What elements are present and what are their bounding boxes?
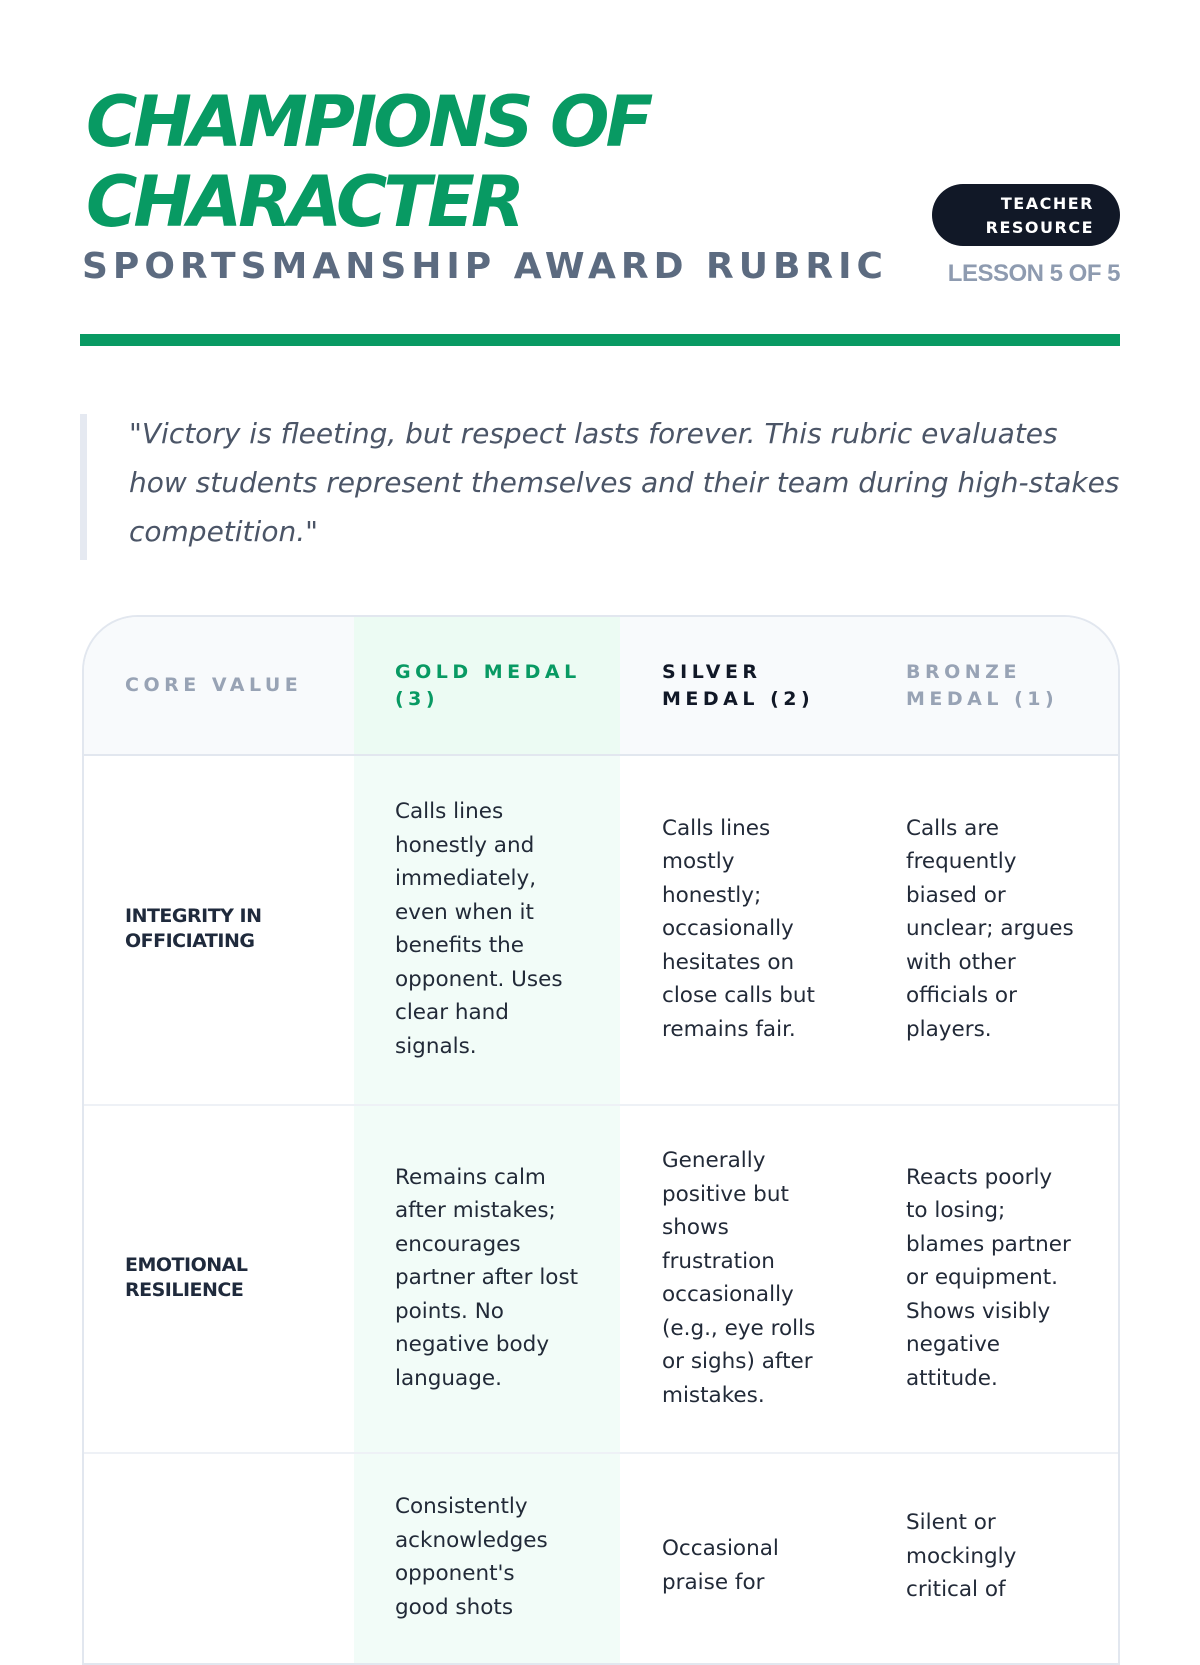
bronze-criteria-line: Reacts poorly bbox=[906, 1164, 1053, 1190]
bronze-criteria-line: Silent or bbox=[906, 1510, 996, 1535]
table-row bbox=[84, 754, 1118, 1106]
header-core-value bbox=[125, 617, 345, 754]
bronze-criteria-line: officials or bbox=[906, 983, 1017, 1009]
page-title bbox=[86, 82, 846, 242]
bronze-criteria-line: attitude. bbox=[906, 1365, 998, 1391]
silver-criteria-cell bbox=[662, 1452, 862, 1665]
gold-criteria-cell bbox=[395, 754, 591, 1104]
silver-criteria-cell bbox=[662, 1104, 862, 1452]
silver-criteria-line: hesitates on bbox=[662, 949, 795, 975]
bronze-criteria-cell bbox=[906, 1104, 1102, 1452]
silver-criteria-line: Calls lines bbox=[662, 815, 771, 841]
gold-criteria-line: good shots bbox=[395, 1594, 514, 1620]
silver-criteria-line: shows bbox=[662, 1215, 729, 1240]
gold-criteria-line: benefits the bbox=[395, 933, 525, 958]
silver-criteria-line: mostly bbox=[662, 849, 735, 875]
bronze-criteria-line: unclear; argues bbox=[906, 916, 1074, 942]
header-divider bbox=[80, 334, 1120, 346]
header-bronze-line-1: BRONZE bbox=[906, 660, 1021, 683]
header-core-value-line-1: CORE VALUE bbox=[125, 674, 303, 696]
header-silver-line-1: SILVER bbox=[662, 660, 762, 683]
gold-criteria-line: opponent's bbox=[395, 1561, 515, 1586]
bronze-criteria-line: players. bbox=[906, 1016, 992, 1042]
table-header-row bbox=[84, 617, 1118, 756]
bronze-criteria-line: Shows visibly bbox=[906, 1298, 1051, 1324]
page-subtitle: SPORTSMANSHIP AWARD RUBRIC bbox=[82, 246, 888, 287]
bronze-criteria-cell bbox=[906, 754, 1102, 1104]
header-silver-line-2: MEDAL (2) bbox=[662, 687, 815, 710]
silver-criteria-line: or sighs) after bbox=[662, 1349, 813, 1374]
bronze-criteria-cell bbox=[906, 1452, 1102, 1665]
header-bronze-medal bbox=[906, 617, 1106, 754]
gold-criteria-line: after mistakes; bbox=[395, 1198, 556, 1224]
core-value-cell bbox=[125, 754, 325, 1104]
silver-criteria-cell bbox=[662, 754, 862, 1104]
badge-line-1: TEACHER bbox=[1000, 194, 1094, 213]
gold-criteria-line: clear hand bbox=[395, 1000, 509, 1025]
gold-criteria-line: encourages bbox=[395, 1231, 521, 1257]
silver-criteria-line: Occasional bbox=[662, 1536, 779, 1561]
badge-line-2: RESOURCE bbox=[985, 218, 1094, 237]
gold-criteria-line: language. bbox=[395, 1365, 502, 1391]
silver-criteria-line: close calls but bbox=[662, 983, 815, 1009]
silver-criteria-line: occasionally bbox=[662, 916, 794, 942]
silver-criteria-line: praise for bbox=[662, 1569, 765, 1595]
quote-text: "Victory is fleeting, but respect lasts forever. This rubric evaluates how students represent themselves and their team during high-stakes competition." bbox=[129, 417, 1120, 548]
bronze-criteria-line: biased or bbox=[906, 882, 1006, 908]
header-gold-line-1: GOLD MEDAL bbox=[395, 660, 581, 683]
gold-criteria-line: signals. bbox=[395, 1033, 477, 1059]
rubric-table bbox=[82, 615, 1120, 1665]
bronze-criteria-line: critical of bbox=[906, 1577, 1006, 1602]
silver-criteria-line: frustration bbox=[662, 1248, 775, 1274]
bronze-criteria-line: mockingly bbox=[906, 1543, 1017, 1569]
gold-criteria-cell bbox=[395, 1104, 591, 1452]
core-value-cell bbox=[125, 1452, 325, 1665]
silver-criteria-line: Generally bbox=[662, 1148, 766, 1173]
core-value-cell bbox=[125, 1104, 325, 1452]
gold-criteria-line: Calls lines bbox=[395, 799, 504, 824]
teacher-resource-badge bbox=[932, 184, 1120, 246]
gold-criteria-line: points. No bbox=[395, 1298, 504, 1324]
gold-criteria-cell bbox=[395, 1452, 591, 1665]
core-value-line: EMOTIONAL bbox=[125, 1254, 248, 1276]
gold-criteria-line: opponent. Uses bbox=[395, 966, 563, 992]
silver-criteria-line: positive but bbox=[662, 1181, 789, 1207]
gold-criteria-line: acknowledges bbox=[395, 1527, 548, 1553]
gold-criteria-line: Remains calm bbox=[395, 1164, 546, 1190]
gold-criteria-line: honestly and bbox=[395, 832, 535, 858]
title-line-1: CHAMPIONS OF bbox=[86, 81, 650, 163]
header-silver-medal bbox=[662, 617, 862, 754]
core-value-line: OFFICIATING bbox=[125, 930, 255, 952]
intro-quote bbox=[80, 414, 1120, 560]
silver-criteria-line: remains fair. bbox=[662, 1016, 796, 1042]
bronze-criteria-line: or equipment. bbox=[906, 1265, 1059, 1291]
bronze-criteria-line: Calls are bbox=[906, 815, 999, 841]
gold-criteria-line: even when it bbox=[395, 899, 534, 925]
lesson-indicator: LESSON 5 OF 5 bbox=[947, 260, 1120, 287]
silver-criteria-line: (e.g., eye rolls bbox=[662, 1315, 816, 1341]
bronze-criteria-line: to losing; bbox=[906, 1198, 1006, 1224]
bronze-criteria-line: negative bbox=[906, 1332, 1001, 1358]
silver-criteria-line: honestly; bbox=[662, 882, 762, 908]
header-gold-line-2: (3) bbox=[395, 687, 440, 710]
bronze-criteria-line: blames partner bbox=[906, 1231, 1071, 1257]
title-line-2: CHARACTER bbox=[86, 161, 521, 243]
header-gold-medal bbox=[395, 617, 595, 754]
table-row bbox=[84, 1104, 1118, 1454]
gold-criteria-line: Consistently bbox=[395, 1494, 528, 1519]
silver-criteria-line: mistakes. bbox=[662, 1382, 765, 1408]
bronze-criteria-line: with other bbox=[906, 949, 1016, 975]
core-value-line: RESILIENCE bbox=[125, 1279, 244, 1301]
gold-criteria-line: negative body bbox=[395, 1332, 550, 1358]
table-row bbox=[84, 1452, 1118, 1665]
bronze-criteria-line: frequently bbox=[906, 849, 1017, 875]
core-value-line: INTEGRITY IN bbox=[125, 905, 262, 927]
gold-criteria-line: partner after lost bbox=[395, 1265, 579, 1291]
silver-criteria-line: occasionally bbox=[662, 1282, 794, 1307]
header-bronze-line-2: MEDAL (1) bbox=[906, 687, 1059, 710]
gold-criteria-line: immediately, bbox=[395, 866, 537, 891]
